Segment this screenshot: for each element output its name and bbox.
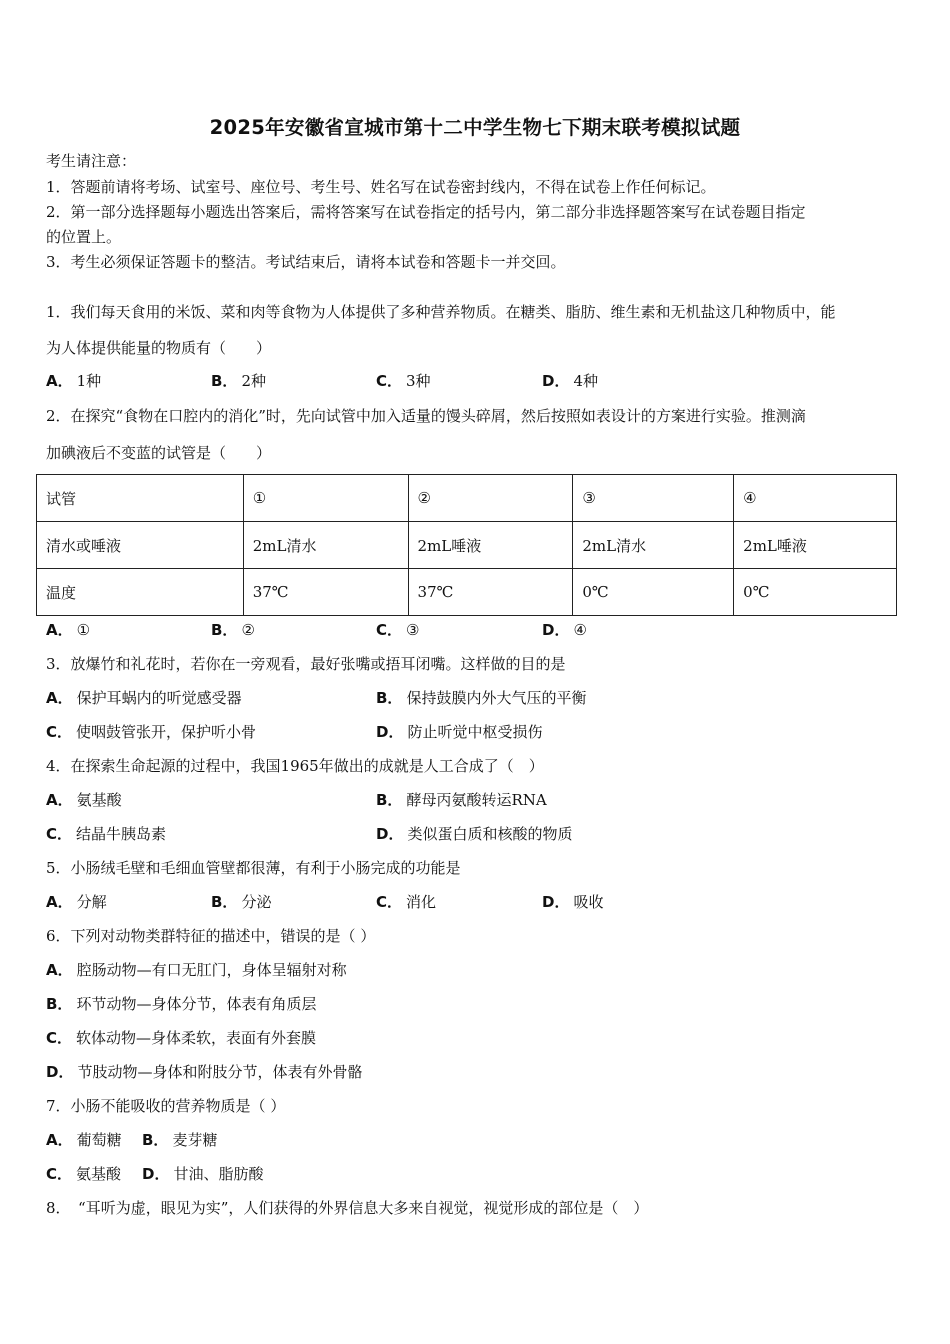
notice-heading: 考生请注意： [46, 152, 137, 170]
option-label: D． [376, 723, 404, 741]
option-label: B． [142, 1131, 169, 1149]
option-label: C． [376, 372, 403, 390]
option-label: B． [376, 791, 403, 809]
table-cell: ② [408, 475, 573, 522]
option-label: B． [211, 893, 238, 911]
option-text: 结晶牛胰岛素 [76, 825, 167, 843]
question-2-option-c [376, 620, 419, 640]
question-7-option-a [46, 1130, 122, 1150]
option-label: D． [142, 1165, 170, 1183]
question-3-option-a [46, 688, 242, 708]
question-7-stem: 7．小肠不能吸收的营养物质是（ ） [46, 1097, 286, 1115]
option-text: 4种 [573, 372, 598, 390]
table-row [37, 475, 897, 522]
question-3-option-d [376, 722, 542, 742]
option-text: ② [241, 621, 255, 639]
notice-item: 1．答题前请将考场、试室号、座位号、考生号、姓名写在试卷密封线内，不得在试卷上作任何标记。 [46, 178, 716, 196]
option-text: 3种 [406, 372, 431, 390]
option-text: 腔肠动物—有口无肛门，身体呈辐射对称 [76, 961, 347, 979]
notice-item: 3．考生必须保证答题卡的整洁。考试结束后，请将本试卷和答题卡一并交回。 [46, 253, 566, 271]
question-6-option-c [46, 1028, 316, 1048]
question-7-option-c [46, 1164, 121, 1184]
option-text: 分解 [76, 893, 107, 911]
table-cell: 2mL唾液 [734, 522, 897, 569]
question-1-stem: 1．我们每天食用的米饭、菜和肉等食物为人体提供了多种营养物质。在糖类、脂肪、维生素和无机盐这几种物质中，能 [46, 303, 836, 321]
option-label: A． [46, 1131, 73, 1149]
question-2-option-b [211, 620, 255, 640]
option-text: 类似蛋白质和核酸的物质 [407, 825, 573, 843]
table-cell: 2mL清水 [243, 522, 408, 569]
option-text: 酵母丙氨酸转运RNA [406, 791, 547, 809]
table-cell: 清水或唾液 [37, 522, 244, 569]
option-text: 2种 [241, 372, 266, 390]
option-text: 氨基酸 [76, 791, 122, 809]
table-cell: ④ [734, 475, 897, 522]
table-cell: 温度 [37, 569, 244, 616]
question-1-stem: 为人体提供能量的物质有（ ） [46, 339, 272, 357]
table-cell: 试管 [37, 475, 244, 522]
question-6-option-b [46, 994, 316, 1014]
option-text: 甘油、脂肪酸 [173, 1165, 264, 1183]
option-label: D． [542, 372, 570, 390]
option-label: A． [46, 689, 73, 707]
option-text: 防止听觉中枢受损伤 [407, 723, 543, 741]
question-3-option-b [376, 688, 586, 708]
table-cell: ① [243, 475, 408, 522]
option-label: A． [46, 372, 73, 390]
question-2-option-a [46, 620, 90, 640]
question-5-option-d [542, 892, 603, 912]
question-5-option-a [46, 892, 107, 912]
question-7-option-b [142, 1130, 217, 1150]
question-2-option-d [542, 620, 587, 640]
table-cell: 2mL唾液 [408, 522, 573, 569]
option-text: 环节动物—身体分节，体表有角质层 [76, 995, 317, 1013]
option-label: B． [376, 689, 403, 707]
question-4-option-b [376, 790, 547, 810]
option-label: A． [46, 791, 73, 809]
question-4-option-c [46, 824, 166, 844]
option-label: D． [542, 621, 570, 639]
option-label: A． [46, 893, 73, 911]
page-title: 2025年安徽省宣城市第十二中学生物七下期末联考模拟试题 [209, 116, 741, 139]
question-5-stem: 5．小肠绒毛壁和毛细血管壁都很薄，有利于小肠完成的功能是 [46, 859, 461, 877]
question-4-option-d [376, 824, 572, 844]
question-5-option-b [211, 892, 271, 912]
question-2-stem: 2．在探究“食物在口腔内的消化”时，先向试管中加入适量的馒头碎屑，然后按照如表设计的方案进行实验。推测滴 [46, 407, 806, 425]
option-label: D． [542, 893, 570, 911]
question-2-stem: 加碘液后不变蓝的试管是（ ） [46, 444, 272, 462]
option-text: 保持鼓膜内外大气压的平衡 [406, 689, 587, 707]
table-cell: 37℃ [408, 569, 573, 616]
question-6-option-d [46, 1062, 362, 1082]
option-label: A． [46, 621, 73, 639]
option-text: 分泌 [241, 893, 272, 911]
question-3-stem: 3．放爆竹和礼花时，若你在一旁观看，最好张嘴或捂耳闭嘴。这样做的目的是 [46, 655, 566, 673]
question-1-option-d [542, 371, 598, 391]
option-text: 保护耳蜗内的听觉感受器 [76, 689, 242, 707]
option-label: C． [376, 893, 403, 911]
question-8-stem: 8． “耳听为虚，眼见为实”，人们获得的外界信息大多来自视觉，视觉形成的部位是（ ） [46, 1199, 649, 1217]
question-4-option-a [46, 790, 122, 810]
option-text: 氨基酸 [76, 1165, 122, 1183]
option-label: C． [46, 1165, 73, 1183]
option-label: D． [376, 825, 404, 843]
experiment-table [36, 474, 897, 616]
option-label: C． [376, 621, 403, 639]
option-label: B． [46, 995, 73, 1013]
option-text: 吸收 [573, 893, 604, 911]
question-1-option-b [211, 371, 266, 391]
option-text: 葡萄糖 [76, 1131, 122, 1149]
option-label: B． [211, 621, 238, 639]
table-cell: 37℃ [243, 569, 408, 616]
option-label: B． [211, 372, 238, 390]
question-5-option-c [376, 892, 436, 912]
option-text: 使咽鼓管张开，保护听小骨 [76, 723, 257, 741]
table-cell: 2mL清水 [573, 522, 734, 569]
option-text: ③ [406, 621, 420, 639]
question-7-option-d [142, 1164, 263, 1184]
table-cell: ③ [573, 475, 734, 522]
option-text: 麦芽糖 [172, 1131, 218, 1149]
option-text: 1种 [76, 372, 102, 390]
option-text: 消化 [406, 893, 437, 911]
notice-item: 2．第一部分选择题每小题选出答案后，需将答案写在试卷指定的括号内，第二部分非选择题答案写在试卷题目指定 [46, 203, 806, 221]
option-text: 节肢动物—身体和附肢分节，体表有外骨骼 [77, 1063, 363, 1081]
question-4-stem: 4．在探索生命起源的过程中，我国1965年做出的成就是人工合成了（ ） [46, 757, 544, 775]
question-3-option-c [46, 722, 256, 742]
table-cell: 0℃ [734, 569, 897, 616]
table-cell: 0℃ [573, 569, 734, 616]
option-label: A． [46, 961, 73, 979]
notice-item: 的位置上。 [46, 228, 122, 246]
option-label: C． [46, 1029, 73, 1047]
option-label: C． [46, 723, 73, 741]
option-label: D． [46, 1063, 74, 1081]
option-label: C． [46, 825, 73, 843]
question-6-stem: 6．下列对动物类群特征的描述中，错误的是（ ） [46, 927, 376, 945]
question-1-option-c [376, 371, 431, 391]
table-row [37, 569, 897, 616]
question-6-option-a [46, 960, 347, 980]
option-text: 软体动物—身体柔软，表面有外套膜 [76, 1029, 317, 1047]
option-text: ④ [573, 621, 587, 639]
table-row [37, 522, 897, 569]
option-text: ① [76, 621, 91, 639]
question-1-option-a [46, 371, 101, 391]
